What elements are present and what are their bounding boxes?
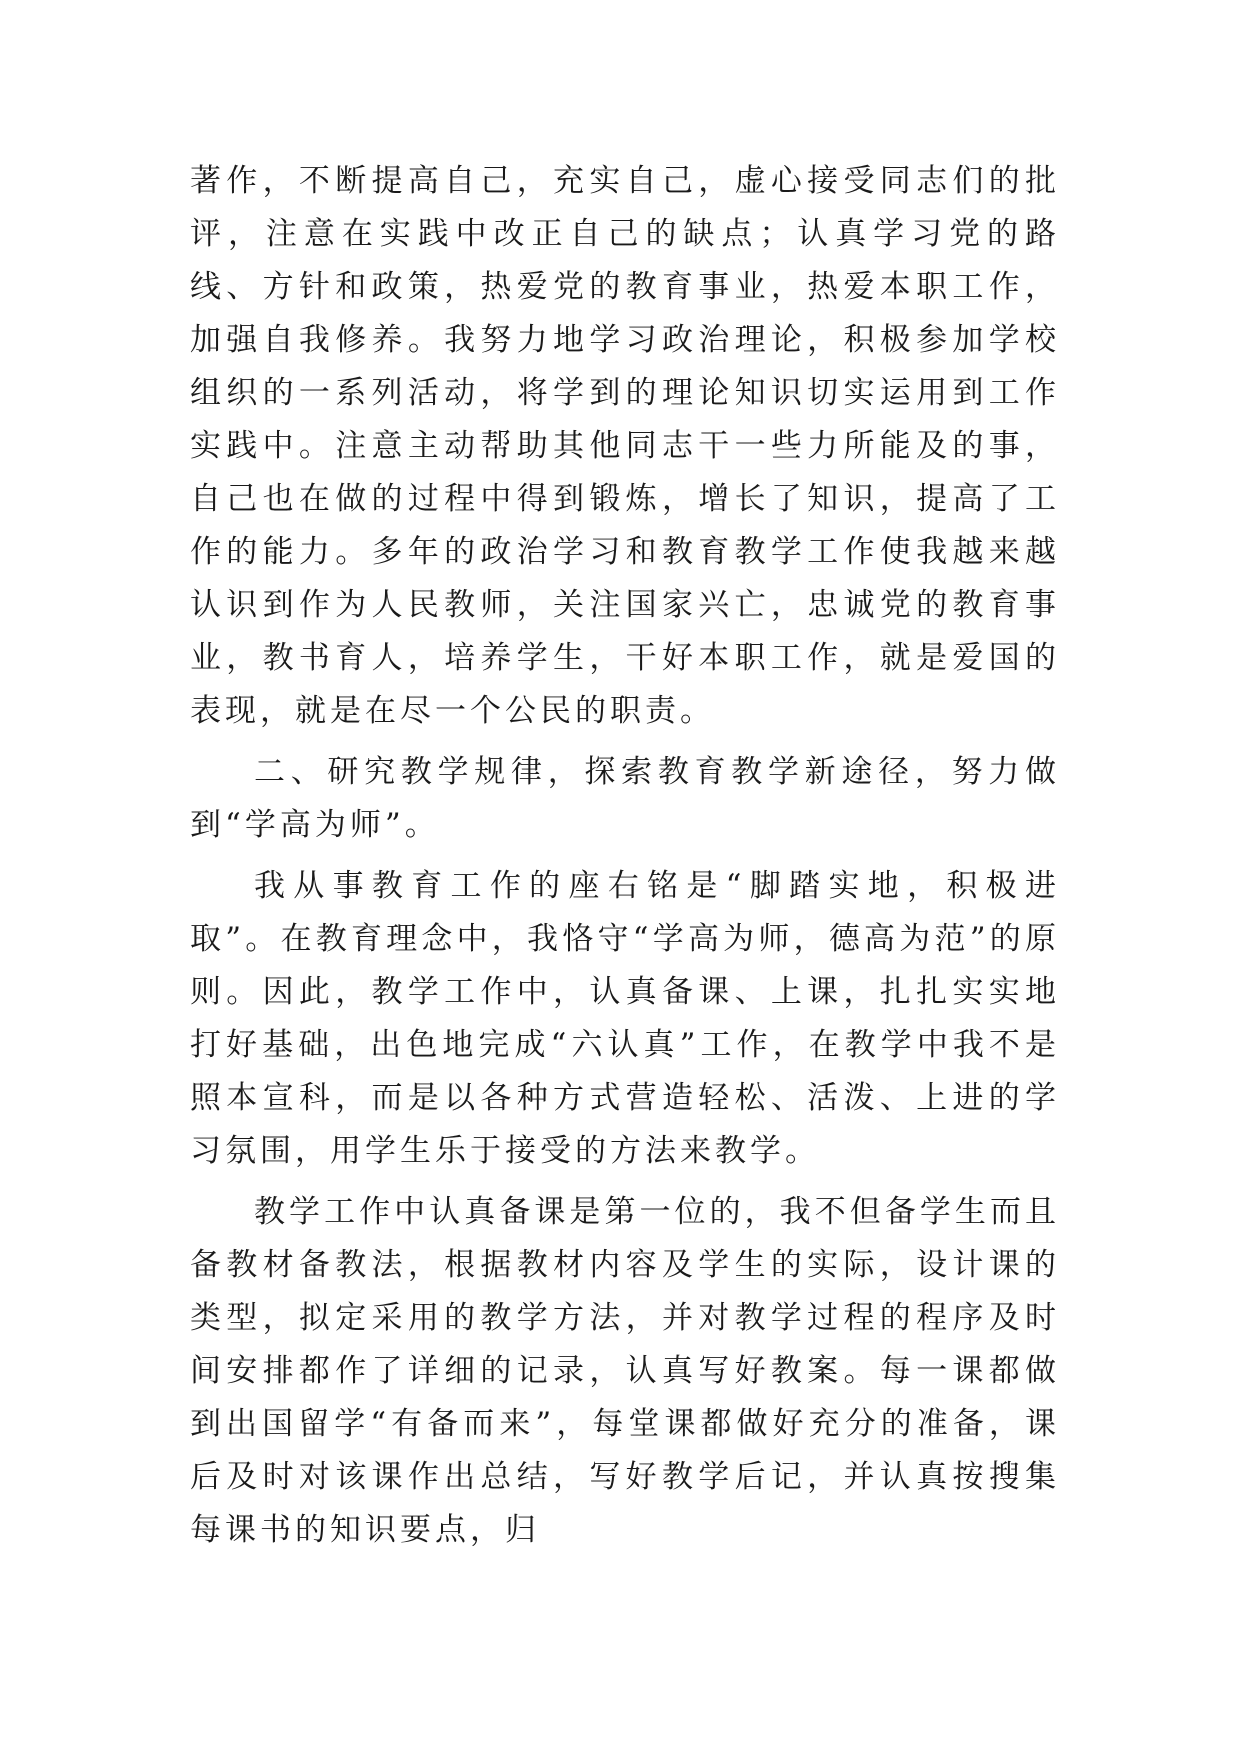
section-heading: 二、研究教学规律，探索教育教学新途径，努力做到“学高为师”。	[190, 754, 1060, 843]
paragraph-continued: 著作，不断提高自己，充实自己，虚心接受同志们的批评，注意在实践中改正自己的缺点；认真学习党的路线、方针和政策，热爱党的教育事业，热爱本职工作，加强自我修养。我努力地学习政治理论，积极参加学校组织的一系列活动，将学到的理论知识切实运用到工作实践中。注意主动帮助其他同志干一些力所能及的事，自己也在做的过程中得到锻炼，增长了知识，提高了工作的能力。多年的政治学习和教育教学工作使我越来越认识到作为人民教师，关注国家兴亡，忠诚党的教育事业，教书育人，培养学生，干好本职工作，就是爱国的表现，就是在尽一个公民的职责。	[190, 163, 1060, 729]
document-body	[190, 155, 1060, 1557]
paragraph-lesson-prep: 教学工作中认真备课是第一位的，我不但备学生而且备教材备教法，根据教材内容及学生的实际，设计课的类型，拟定采用的教学方法，并对教学过程的程序及时间安排都作了详细的记录，认真写好教案。每一课都做到出国留学“有备而来”，每堂课都做好充分的准备，课后及时对该课作出总结，写好教学后记，并认真按搜集每课书的知识要点，归	[190, 1194, 1060, 1548]
paragraph-motto: 我从事教育工作的座右铭是“脚踏实地，积极进取”。在教育理念中，我恪守“学高为师，德高为范”的原则。因此，教学工作中，认真备课、上课，扎扎实实地打好基础，出色地完成“六认真”工作，在教学中我不是照本宣科，而是以各种方式营造轻松、活泼、上进的学习氛围，用学生乐于接受的方法来教学。	[190, 868, 1060, 1169]
